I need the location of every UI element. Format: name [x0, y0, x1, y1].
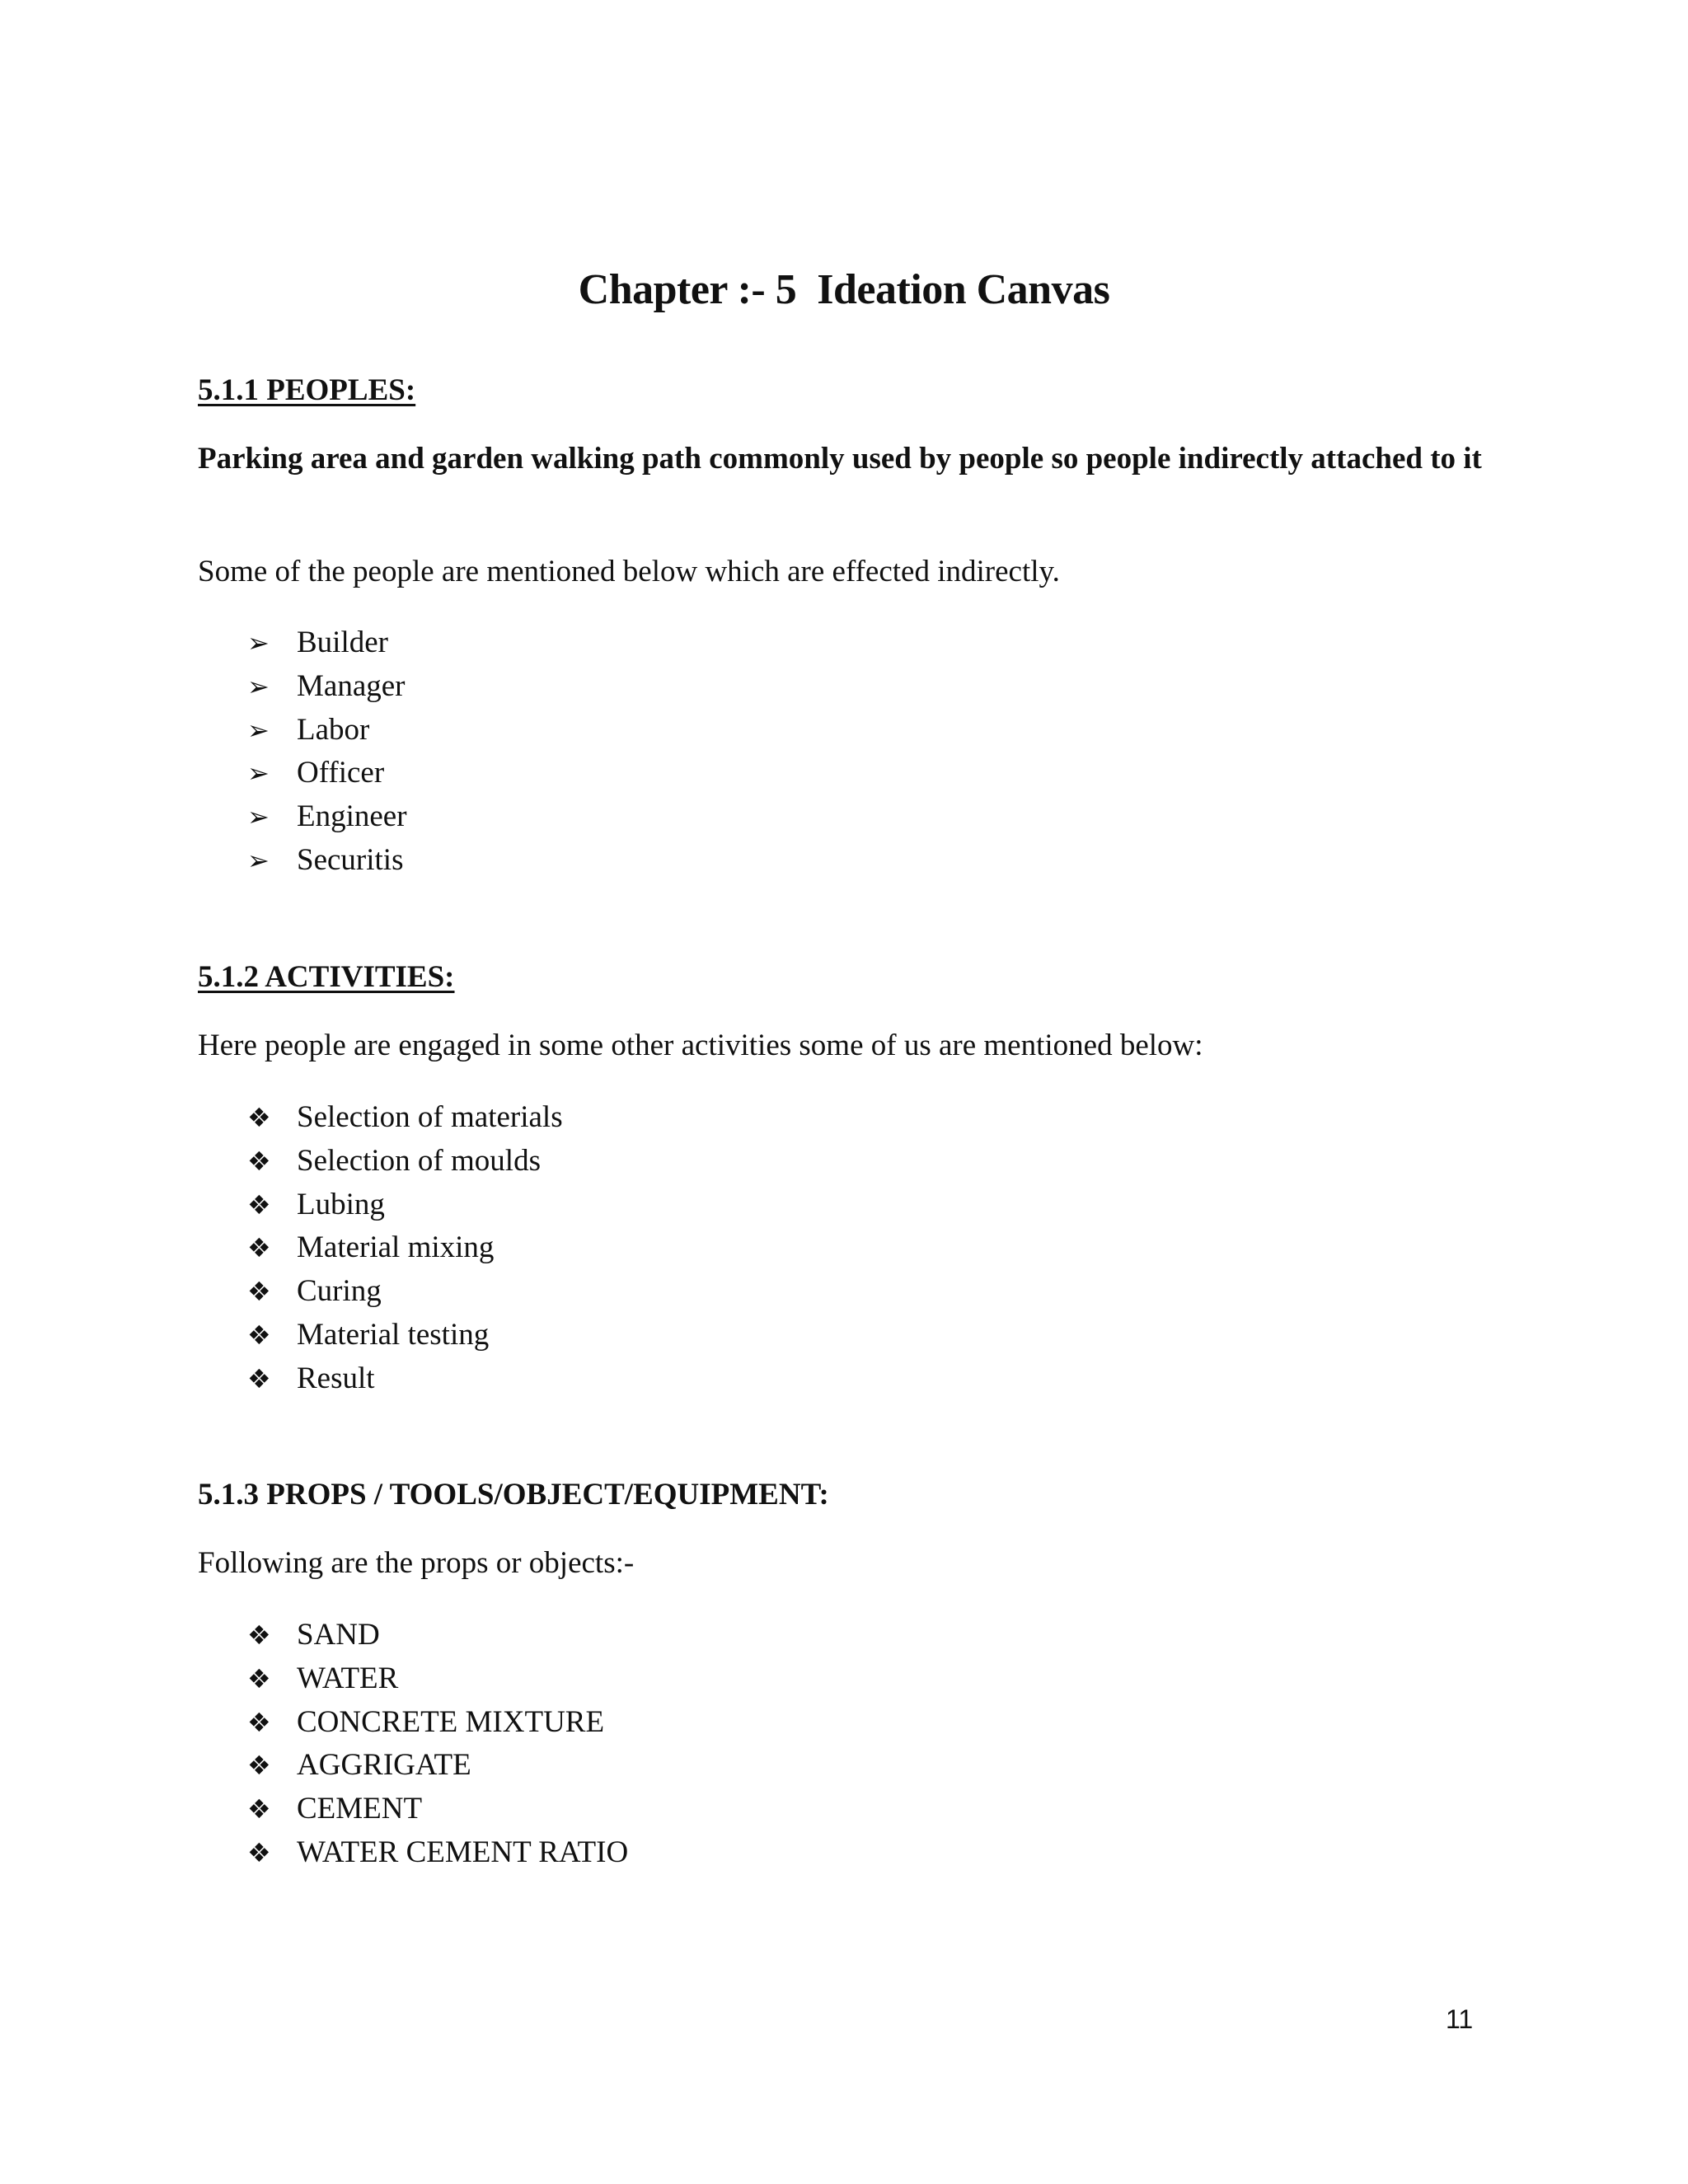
list-item-text: Officer	[297, 756, 385, 790]
list-item	[247, 1788, 628, 1831]
list-item	[247, 1183, 563, 1227]
four-diamond-bullet-icon: ❖	[247, 1793, 271, 1825]
arrowhead-bullet-icon: ➢	[247, 714, 270, 746]
section-heading-props: 5.1.3 PROPS / TOOLS/OBJECT/EQUIPMENT:	[198, 1478, 829, 1511]
four-diamond-bullet-icon: ❖	[247, 1706, 271, 1738]
activities-list	[247, 1096, 563, 1401]
list-item	[247, 752, 407, 795]
list-item	[247, 1096, 563, 1140]
arrowhead-bullet-icon: ➢	[247, 844, 270, 876]
list-item	[247, 1614, 628, 1657]
list-item	[247, 665, 407, 709]
props-intro: Following are the props or objects:-	[198, 1546, 635, 1580]
list-item-text: Curing	[297, 1274, 382, 1309]
list-item	[247, 1657, 628, 1701]
list-item-text: CONCRETE MIXTURE	[297, 1704, 605, 1739]
four-diamond-bullet-icon: ❖	[247, 1276, 271, 1308]
list-item-text: Engineer	[297, 799, 407, 834]
list-item	[247, 1831, 628, 1875]
list-item-text: Lubing	[297, 1187, 385, 1221]
list-item	[247, 839, 407, 883]
four-diamond-bullet-icon: ❖	[247, 1362, 271, 1394]
arrowhead-bullet-icon: ➢	[247, 801, 270, 833]
arrowhead-bullet-icon: ➢	[247, 757, 270, 790]
peoples-list	[247, 621, 407, 883]
list-item-text: WATER CEMENT RATIO	[297, 1835, 629, 1869]
list-item	[247, 1270, 563, 1314]
list-item-text: Builder	[297, 626, 388, 659]
list-item	[247, 709, 407, 752]
four-diamond-bullet-icon: ❖	[247, 1188, 271, 1221]
props-list	[247, 1614, 628, 1875]
list-item-text: Material mixing	[297, 1230, 495, 1265]
peoples-intro: Some of the people are mentioned below which are effected indirectly.	[198, 555, 1060, 588]
four-diamond-bullet-icon: ❖	[247, 1662, 271, 1694]
four-diamond-bullet-icon: ❖	[247, 1145, 271, 1177]
list-item-text: WATER	[297, 1661, 399, 1695]
list-item	[247, 1701, 628, 1745]
four-diamond-bullet-icon: ❖	[247, 1232, 271, 1264]
four-diamond-bullet-icon: ❖	[247, 1619, 271, 1651]
list-item	[247, 1140, 563, 1183]
section-heading-peoples: 5.1.1 PEOPLES:	[198, 373, 416, 407]
chapter-title: Chapter :- 5 Ideation Canvas	[578, 266, 1110, 313]
list-item	[247, 621, 407, 665]
four-diamond-bullet-icon: ❖	[247, 1102, 271, 1133]
four-diamond-bullet-icon: ❖	[247, 1319, 271, 1351]
section-heading-activities: 5.1.2 ACTIVITIES:	[198, 960, 455, 994]
list-item-text: CEMENT	[297, 1792, 423, 1826]
page-number: 11	[1446, 2004, 1474, 2034]
list-item-text: AGGRIGATE	[297, 1748, 471, 1783]
peoples-bold-paragraph: Parking area and garden walking path commonly used by people so people indirectly attached to it	[198, 442, 1482, 476]
list-item-text: Securitis	[297, 842, 404, 877]
four-diamond-bullet-icon: ❖	[247, 1836, 271, 1868]
list-item-text: SAND	[297, 1618, 380, 1652]
four-diamond-bullet-icon: ❖	[247, 1750, 271, 1782]
list-item-text: Manager	[297, 668, 406, 703]
activities-intro: Here people are engaged in some other activities some of us are mentioned below:	[198, 1029, 1203, 1062]
list-item-text: Selection of moulds	[297, 1143, 541, 1178]
list-item-text: Selection of materials	[297, 1100, 563, 1134]
list-item	[247, 795, 407, 839]
list-item	[247, 1226, 563, 1270]
list-item	[247, 1357, 563, 1401]
list-item-text: Result	[297, 1361, 375, 1395]
list-item-text: Labor	[297, 712, 370, 747]
list-item	[247, 1744, 628, 1788]
arrowhead-bullet-icon: ➢	[247, 627, 270, 658]
list-item-text: Material testing	[297, 1317, 490, 1352]
arrowhead-bullet-icon: ➢	[247, 670, 270, 702]
list-item	[247, 1314, 563, 1357]
